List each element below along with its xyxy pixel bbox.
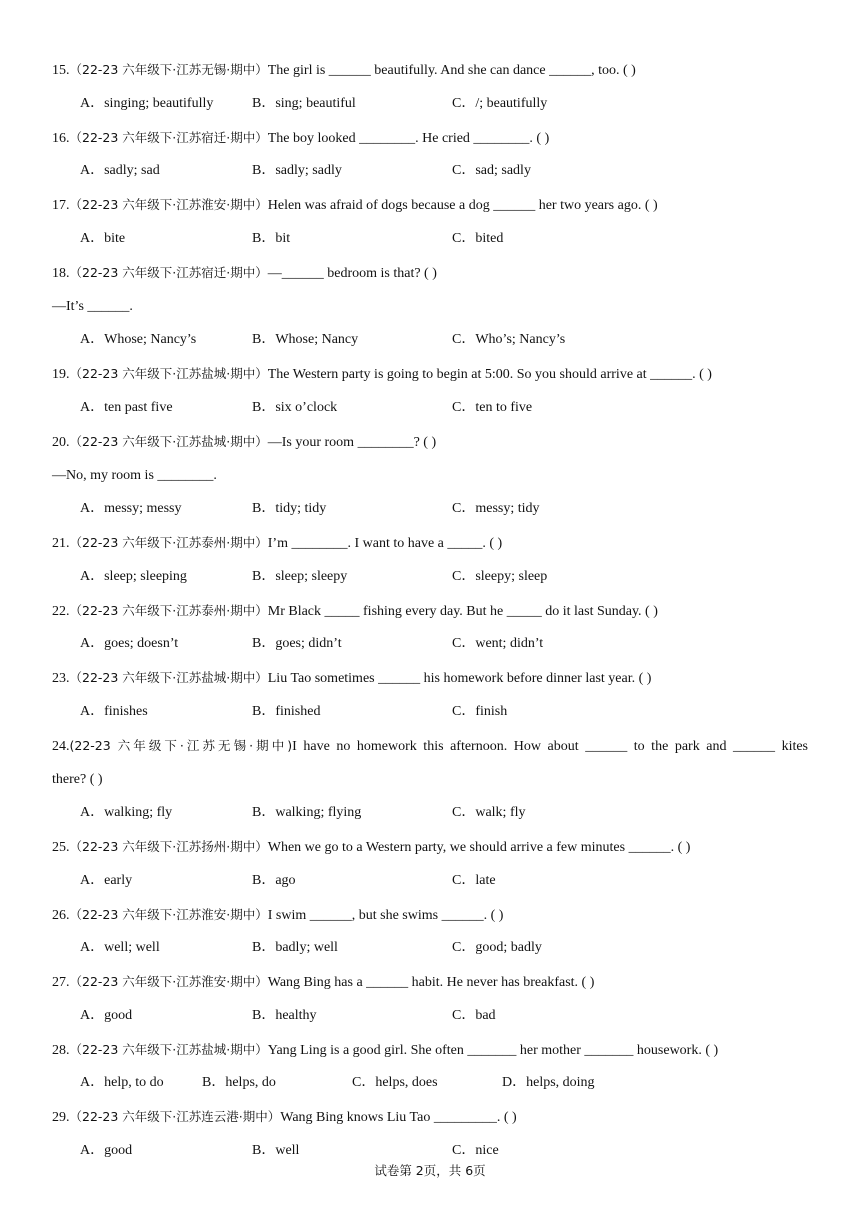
- question-stem: I’m ________. I want to have a _____. ( ): [267, 536, 503, 551]
- option-b[interactable]: B．well: [252, 1143, 300, 1158]
- options-20: [80, 499, 840, 519]
- question-stem: Helen was afraid of dogs because a dog ______ her two years ago. ( ): [267, 198, 658, 213]
- option-c[interactable]: C．good; badly: [452, 940, 542, 955]
- page-footer: 试卷第 2页，共 6页: [374, 1163, 486, 1178]
- question-21: [52, 533, 502, 553]
- option-b[interactable]: B．healthy: [252, 1008, 317, 1023]
- option-b[interactable]: B．helps, do: [202, 1075, 276, 1090]
- question-source: （22-23 六年级下·江苏盐城·期中）: [69, 366, 268, 381]
- question-number: 26.: [52, 908, 70, 923]
- question-15: [52, 60, 636, 80]
- question-number: 28.: [52, 1043, 70, 1058]
- option-a[interactable]: A．well; well: [80, 940, 160, 955]
- question-stem: Yang Ling is a good girl. She often _______ her mother _______ housework. ( ): [267, 1043, 719, 1058]
- question-28: [52, 1040, 718, 1060]
- question-source: （22-23 六年级下·江苏盐城·期中）: [69, 670, 268, 685]
- question-number: 18.: [52, 266, 70, 281]
- option-a[interactable]: A．bite: [80, 231, 126, 246]
- options-16: [80, 161, 840, 181]
- question-number: 22.: [52, 604, 70, 619]
- question-source: （22-23 六年级下·江苏泰州·期中）: [69, 603, 268, 618]
- options-23: [80, 702, 840, 722]
- options-22: [80, 634, 840, 654]
- question-number: 23.: [52, 671, 70, 686]
- option-a[interactable]: A．walking; fly: [80, 805, 173, 820]
- question-source: （22-23 六年级下·江苏泰州·期中）: [69, 535, 268, 550]
- question-stem: Liu Tao sometimes ______ his homework before dinner last year. ( ): [267, 671, 652, 686]
- option-a[interactable]: A．Whose; Nancy’s: [80, 332, 197, 347]
- question-number: 15.: [52, 63, 70, 78]
- options-17: [80, 229, 840, 249]
- options-15: [80, 94, 840, 114]
- option-c[interactable]: C．helps, does: [352, 1075, 438, 1090]
- question-24-continuation: there? ( ): [52, 772, 103, 787]
- option-a[interactable]: A．help, to do: [80, 1075, 164, 1090]
- options-18: [80, 330, 840, 350]
- option-a[interactable]: A．messy; messy: [80, 501, 182, 516]
- question-number: 29.: [52, 1110, 70, 1125]
- option-a[interactable]: A．sadly; sad: [80, 163, 160, 178]
- question-number: 17.: [52, 198, 70, 213]
- question-16: [52, 128, 549, 148]
- question-19: [52, 364, 712, 384]
- option-c[interactable]: C．late: [452, 873, 496, 888]
- option-b[interactable]: B．sleep; sleepy: [252, 569, 348, 584]
- options-24: [80, 803, 840, 823]
- question-27: [52, 972, 594, 992]
- option-c[interactable]: C．went; didn’t: [452, 636, 544, 651]
- question-23: [52, 668, 651, 688]
- question-number: 20.: [52, 435, 70, 450]
- question-stem: I have no homework this afternoon. How about ______ to the park and ______ kites: [292, 739, 809, 754]
- question-number: 27.: [52, 975, 70, 990]
- question-stem: —Is your room ________? ( ): [267, 435, 437, 450]
- options-29: [80, 1141, 840, 1161]
- question-number: 21.: [52, 536, 70, 551]
- question-stem: The boy looked ________. He cried ________. ( ): [267, 131, 550, 146]
- question-24: [52, 736, 808, 756]
- question-stem: When we go to a Western party, we should arrive a few minutes ______. ( ): [267, 840, 691, 855]
- question-source: （22-23 六年级下·江苏连云港·期中）: [69, 1109, 281, 1124]
- option-b[interactable]: B．sadly; sadly: [252, 163, 342, 178]
- option-b[interactable]: B．badly; well: [252, 940, 338, 955]
- question-18: [52, 263, 437, 283]
- option-a[interactable]: A．ten past five: [80, 400, 173, 415]
- options-28: [80, 1073, 840, 1093]
- question-number: 16.: [52, 131, 70, 146]
- option-c[interactable]: C．finish: [452, 704, 508, 719]
- question-20: [52, 432, 436, 452]
- question-source: （22-23 六年级下·江苏宿迁·期中）: [69, 130, 268, 145]
- question-stem: I swim ______, but she swims ______. ( ): [267, 908, 504, 923]
- question-stem: Mr Black _____ fishing every day. But he _____ do it last Sunday. ( ): [267, 604, 658, 619]
- question-22: [52, 601, 658, 621]
- options-19: [80, 398, 840, 418]
- question-stem: —______ bedroom is that? ( ): [267, 266, 437, 281]
- options-27: [80, 1006, 840, 1026]
- question-source: （22-23 六年级下·江苏无锡·期中）: [69, 62, 268, 77]
- option-a[interactable]: A．good: [80, 1008, 133, 1023]
- question-source: （22-23 六年级下·江苏淮安·期中）: [69, 197, 268, 212]
- option-c[interactable]: C．sad; sadly: [452, 163, 531, 178]
- question-29: [52, 1107, 517, 1127]
- question-stem: The Western party is going to begin at 5:00. So you should arrive at ______. ( ): [267, 367, 712, 382]
- option-a[interactable]: A．goes; doesn’t: [80, 636, 179, 651]
- option-b[interactable]: B．bit: [252, 231, 291, 246]
- option-b[interactable]: B．six o’clock: [252, 400, 338, 415]
- option-c[interactable]: C．Who’s; Nancy’s: [452, 332, 566, 347]
- option-c[interactable]: C．messy; tidy: [452, 501, 540, 516]
- option-b[interactable]: B．sing; beautiful: [252, 96, 356, 111]
- option-a[interactable]: A．singing; beautifully: [80, 96, 214, 111]
- question-26: [52, 905, 503, 925]
- question-number: 25.: [52, 840, 70, 855]
- option-c[interactable]: C．sleepy; sleep: [452, 569, 548, 584]
- question-stem: Wang Bing knows Liu Tao _________. ( ): [280, 1110, 517, 1125]
- option-a[interactable]: A．good: [80, 1143, 133, 1158]
- question-25: [52, 837, 690, 857]
- question-stem: Wang Bing has a ______ habit. He never has breakfast. ( ): [267, 975, 595, 990]
- option-c[interactable]: C．bad: [452, 1008, 496, 1023]
- option-c[interactable]: C．nice: [452, 1143, 499, 1158]
- option-b[interactable]: B．ago: [252, 873, 296, 888]
- question-number: 24.: [52, 739, 70, 754]
- options-26: [80, 938, 840, 958]
- options-21: [80, 567, 840, 587]
- option-c[interactable]: C．ten to five: [452, 400, 533, 415]
- question-18-answer-line: —It’s ______.: [52, 299, 133, 314]
- question-number: 19.: [52, 367, 70, 382]
- option-a[interactable]: A．finishes: [80, 704, 148, 719]
- option-b[interactable]: B．walking; flying: [252, 805, 362, 820]
- options-25: [80, 871, 840, 891]
- option-c[interactable]: C．/; beautifully: [452, 96, 548, 111]
- option-a[interactable]: A．sleep; sleeping: [80, 569, 187, 584]
- option-a[interactable]: A．early: [80, 873, 133, 888]
- question-source: （22-23 六年级下·江苏淮安·期中）: [69, 974, 268, 989]
- question-source: （22-23 六年级下·江苏扬州·期中）: [69, 839, 268, 854]
- question-source: （22-23 六年级下·江苏盐城·期中）: [69, 434, 268, 449]
- option-b[interactable]: B．finished: [252, 704, 321, 719]
- question-20-answer-line: —No, my room is ________.: [52, 468, 217, 483]
- question-source: (22-23 六年级下·江苏无锡·期中): [69, 738, 293, 753]
- option-b[interactable]: B．tidy; tidy: [252, 501, 327, 516]
- option-c[interactable]: C．walk; fly: [452, 805, 526, 820]
- option-c[interactable]: C．bited: [452, 231, 504, 246]
- question-source: （22-23 六年级下·江苏淮安·期中）: [69, 907, 268, 922]
- option-b[interactable]: B．Whose; Nancy: [252, 332, 359, 347]
- question-source: （22-23 六年级下·江苏盐城·期中）: [69, 1042, 268, 1057]
- question-17: [52, 195, 658, 215]
- option-b[interactable]: B．goes; didn’t: [252, 636, 342, 651]
- question-source: （22-23 六年级下·江苏宿迁·期中）: [69, 265, 268, 280]
- option-d[interactable]: D．helps, doing: [502, 1075, 595, 1090]
- question-stem: The girl is ______ beautifully. And she can dance ______, too. ( ): [267, 63, 636, 78]
